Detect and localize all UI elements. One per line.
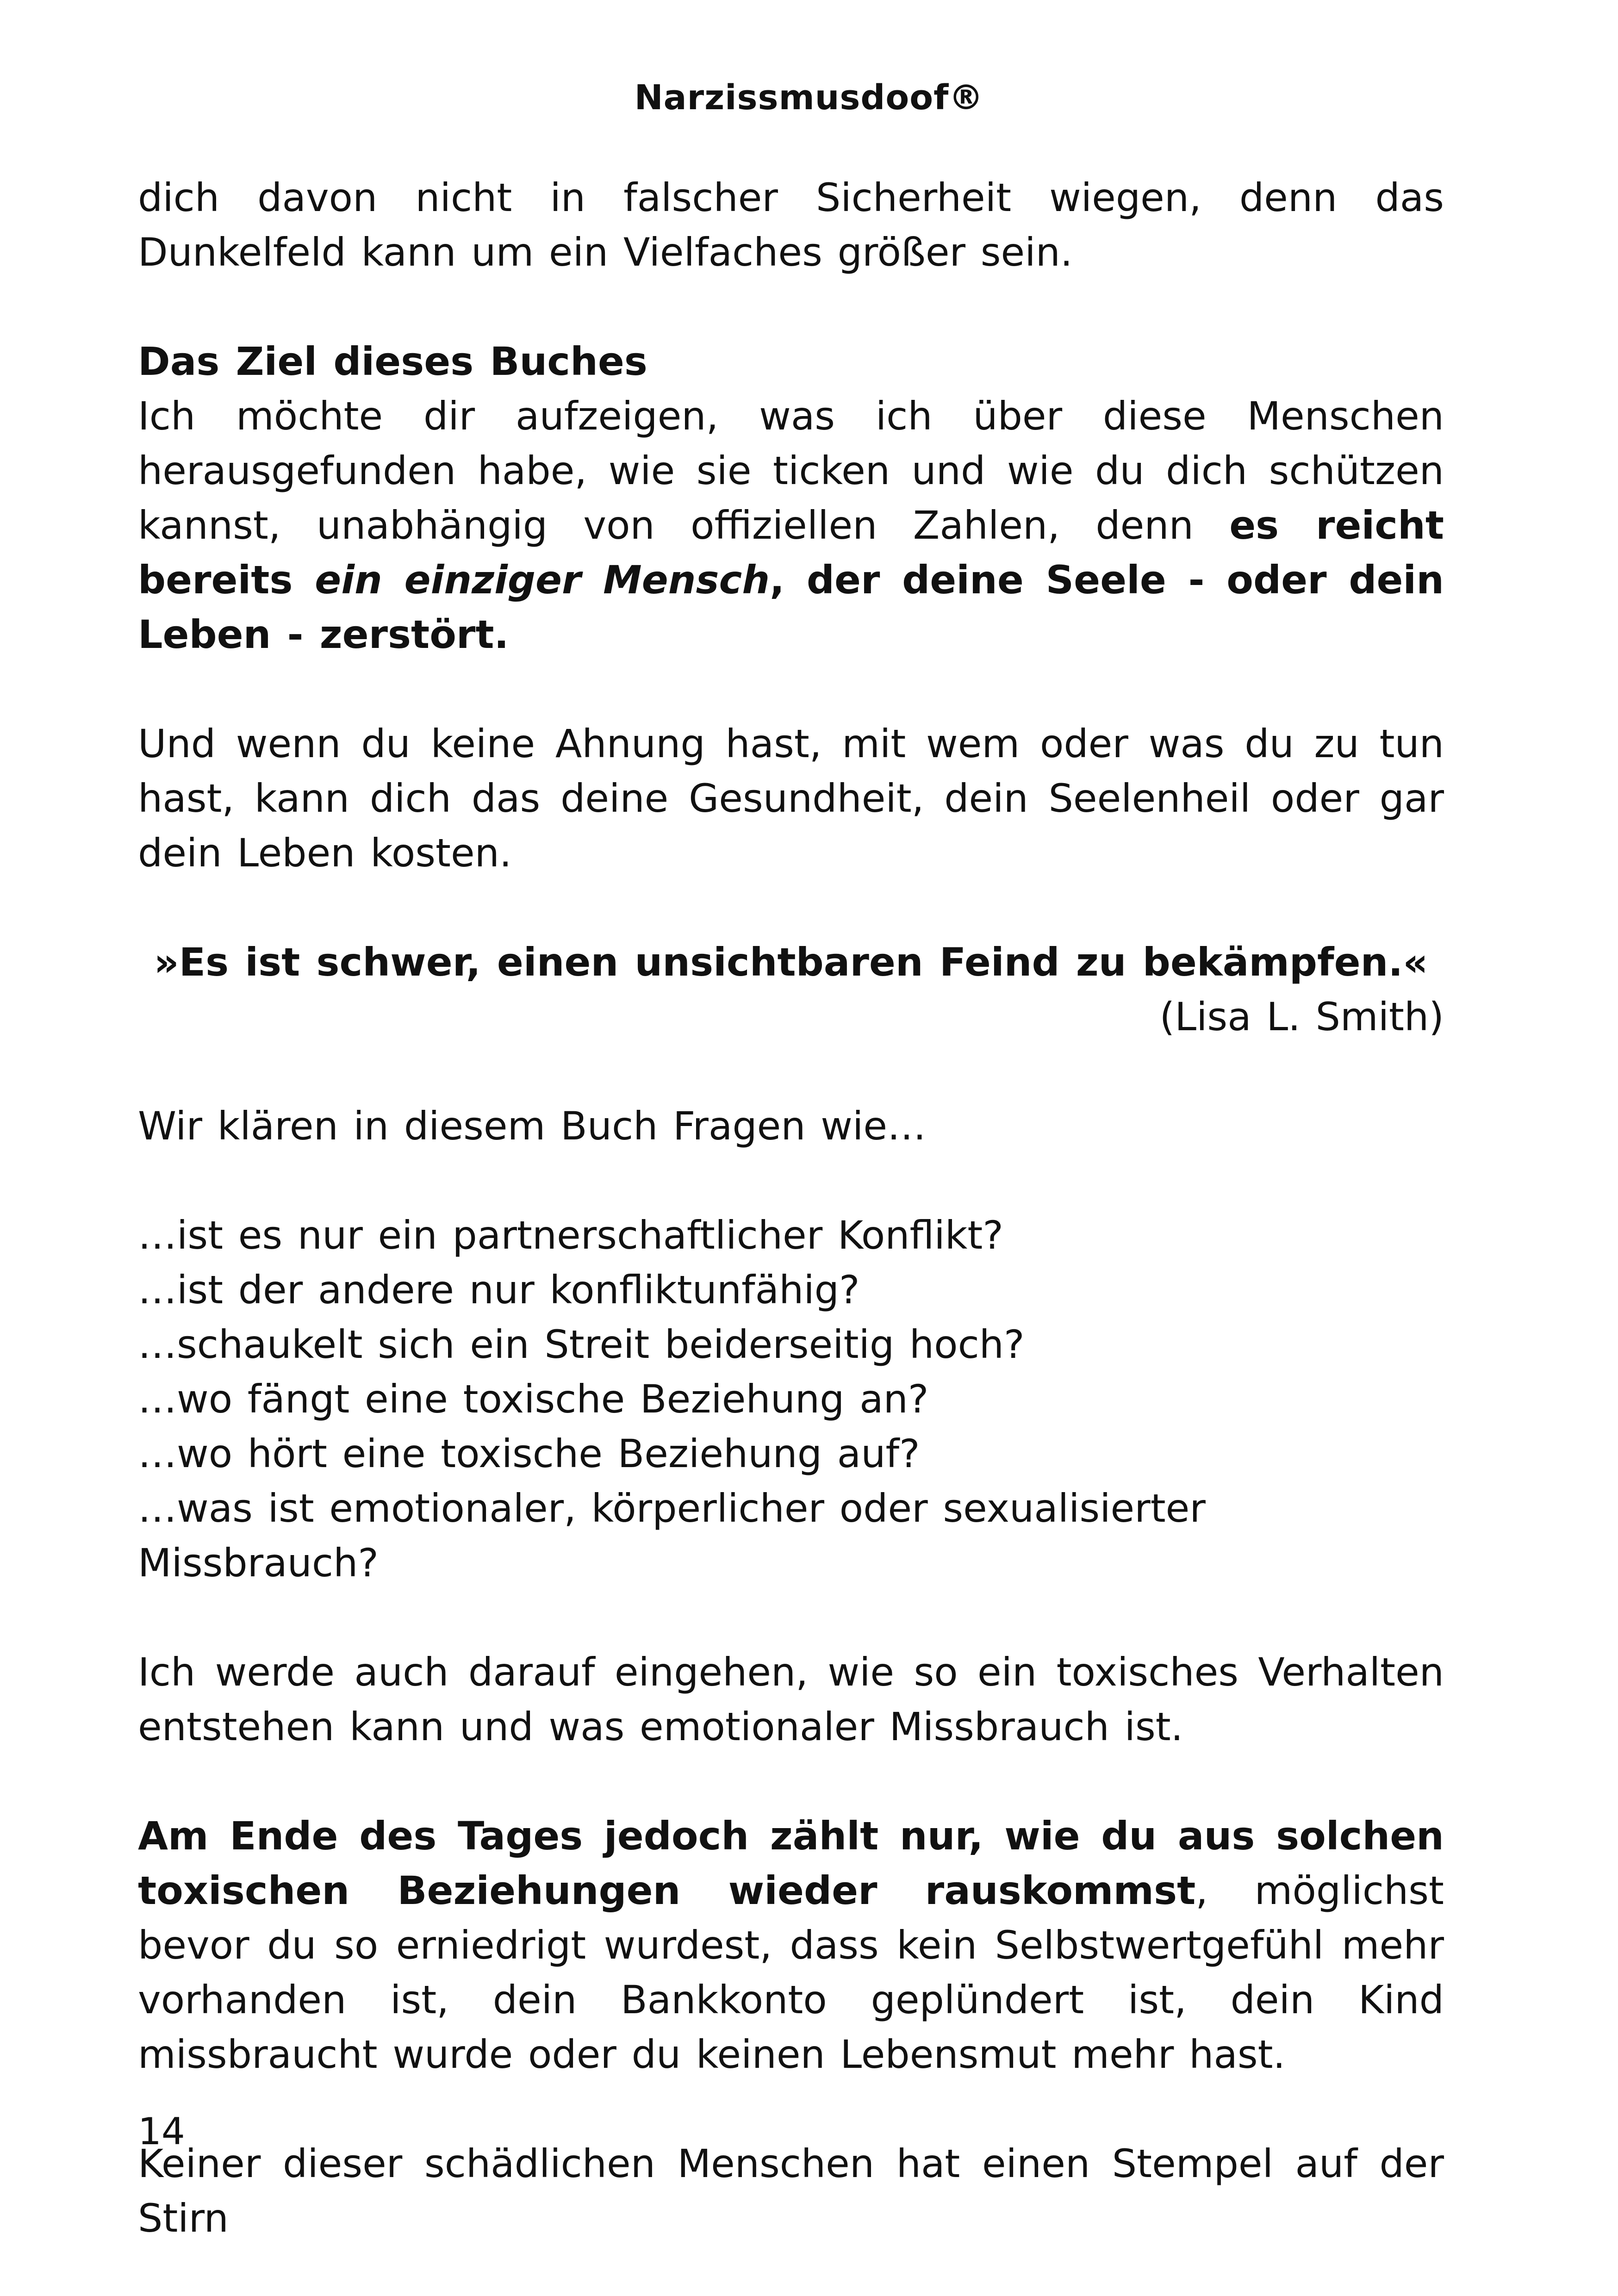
paragraph-ziel	[138, 389, 1444, 662]
quote-author: (Lisa L. Smith)	[1159, 994, 1444, 1039]
paragraph-gap	[138, 880, 1444, 935]
paragraph-ende-des-tages	[138, 1809, 1444, 2082]
question-item: …wo hört eine toxische Beziehung auf?	[138, 1431, 920, 1476]
paragraph-stempel: Keiner dieser schädlichen Menschen hat einen Stempel auf der Stirn	[138, 2141, 1444, 2241]
paragraph-gap	[138, 2082, 1444, 2136]
paragraph-ahnung: Und wenn du keine Ahnung hast, mit wem oder was du zu tun hast, kann dich das deine Gesundheit, dein Seelenheil oder gar dein Leben kosten.	[138, 721, 1444, 876]
page-body	[138, 170, 1444, 2246]
page-number: 14	[138, 2110, 185, 2153]
paragraph-ziel-bold-italic: ein einziger Mensch	[315, 557, 770, 603]
paragraph-dunkelfeld: dich davon nicht in falscher Sicherheit wiegen, denn das Dunkelfeld kann um ein Vielfaches größer sein.	[138, 175, 1444, 275]
quote-text: »Es ist schwer, einen unsichtbaren Feind zu bekämpfen.«	[154, 940, 1428, 985]
paragraph-gap	[138, 1590, 1444, 1645]
running-header-title: Narzissmusdoof®	[634, 78, 984, 118]
paragraph-gap	[138, 1044, 1444, 1099]
paragraph-ziel-text: Ich möchte dir aufzeigen, was ich über diese Menschen herausgefunden habe, wie sie ticken und wie du dich schützen kannst, unabhängig von offiziellen Zahlen, denn	[138, 393, 1444, 548]
paragraph-gap	[138, 662, 1444, 716]
question-list	[138, 1208, 1444, 1590]
paragraph-ziel-bold-end: , der deine Seele - oder dein Leben - zerstört.	[138, 557, 1444, 657]
question-item: …wo fängt eine toxische Beziehung an?	[138, 1376, 929, 1422]
paragraph-ende-bold: Am Ende des Tages jedoch zählt nur, wie du aus solchen toxischen Beziehungen wieder rauskommst	[138, 1813, 1444, 1913]
paragraph-gap	[138, 280, 1444, 334]
question-item: …was ist emotionaler, körperlicher oder sexualisierter Missbrauch?	[138, 1486, 1206, 1586]
paragraph-ende-text: , möglichst bevor du so erniedrigt wurdest, dass kein Selbstwertgefühl mehr vorhanden ist, dein Bankkonto geplündert ist, dein Kind missbraucht wurde oder du keinen Lebensmut mehr hast.	[138, 1868, 1444, 2077]
question-item: …ist es nur ein partnerschaftlicher Konflikt?	[138, 1213, 1003, 1258]
paragraph-fragen-intro: Wir klären in diesem Buch Fragen wie…	[138, 1103, 926, 1149]
paragraph-gap	[138, 1153, 1444, 1208]
section-heading: Das Ziel dieses Buches	[138, 339, 647, 384]
question-item: …ist der andere nur konfliktunfähig?	[138, 1267, 860, 1313]
paragraph-ziel-bold: es reicht bereits	[138, 503, 1444, 603]
paragraph-verhalten: Ich werde auch darauf eingehen, wie so ein toxisches Verhalten entstehen kann und was emotionaler Missbrauch ist.	[138, 1649, 1444, 1749]
question-item: …schaukelt sich ein Streit beiderseitig hoch?	[138, 1322, 1025, 1367]
paragraph-gap	[138, 1754, 1444, 1809]
